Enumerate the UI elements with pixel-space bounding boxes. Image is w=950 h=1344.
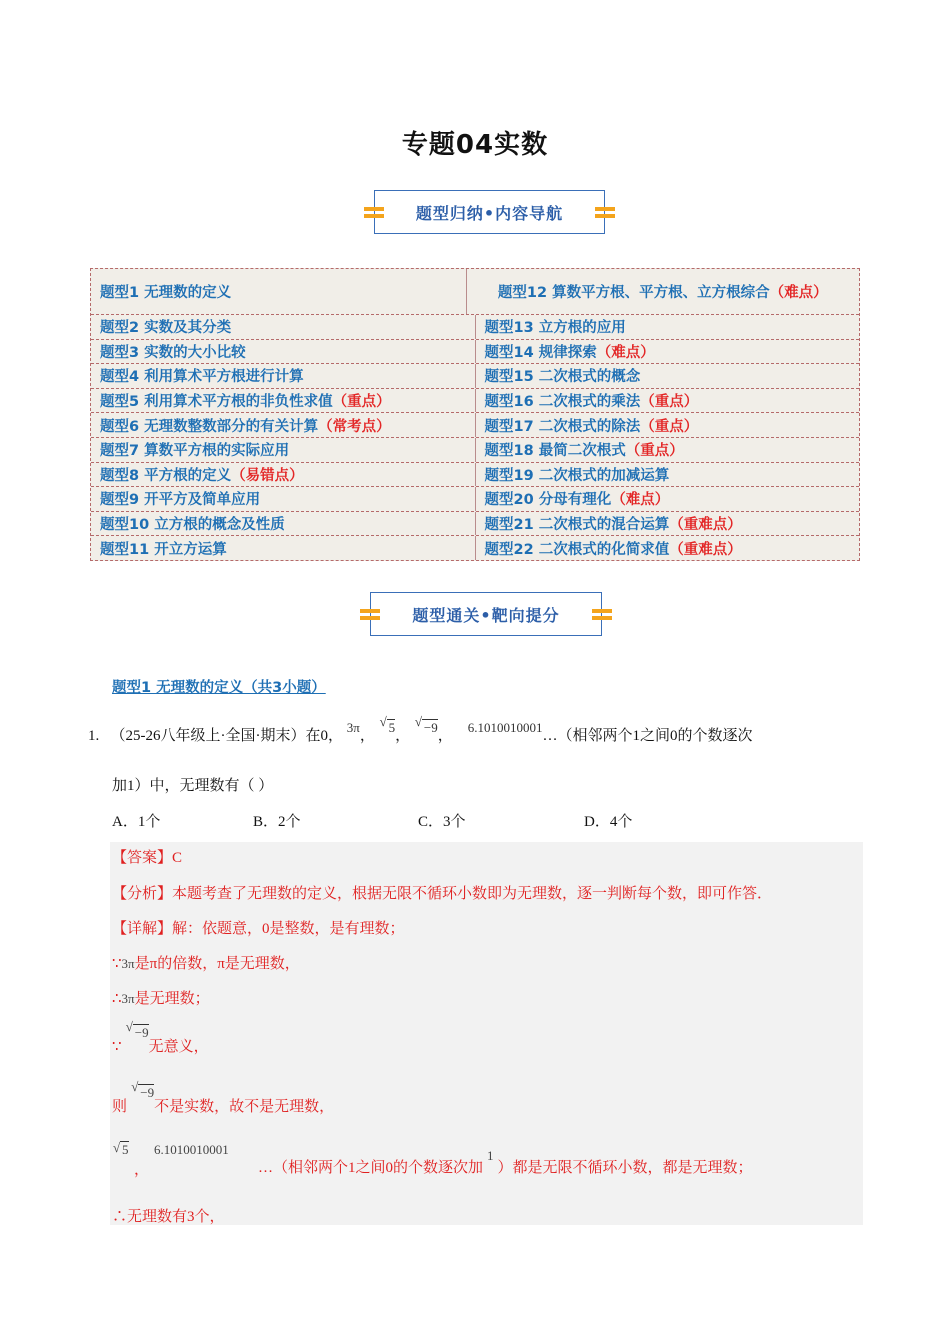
toc-item-tag: （重点）	[640, 394, 699, 411]
math-sqrt5: √ 5	[387, 719, 396, 735]
math-sqrt-neg9: √ −9	[422, 719, 438, 735]
decor-icon	[364, 205, 384, 219]
pass-banner	[370, 592, 602, 636]
toc-item[interactable]	[91, 269, 466, 314]
toc-item-label: 题型11 开立方运算	[100, 541, 227, 558]
decor-icon	[595, 205, 615, 219]
toc-item-tag: （重难点）	[669, 517, 742, 534]
math-sqrt5: √ 5	[120, 1142, 129, 1159]
toc-item[interactable]	[475, 438, 860, 462]
toc-item[interactable]	[475, 536, 860, 560]
toc-item-label: 题型6 无理数整数部分的有关计算	[100, 418, 319, 435]
toc-item[interactable]	[466, 269, 860, 314]
toc-item-label: 题型7 算数平方根的实际应用	[100, 443, 290, 460]
toc-row	[91, 339, 859, 364]
toc-item-label: 题型14 规律探索	[484, 344, 597, 361]
toc-item[interactable]	[475, 413, 860, 437]
toc-item-label: 题型5 利用算术平方根的非负性求值	[100, 394, 333, 411]
toc-item-label: 题型10 立方根的概念及性质	[100, 517, 285, 534]
analysis-line: 【分析】本题考查了无理数的定义，根据无限不循环小数即为无理数，逐一判断每个数，即可作答．	[112, 886, 773, 902]
option-b[interactable]: B．2个	[253, 814, 301, 830]
toc-table	[90, 268, 860, 561]
toc-item[interactable]	[475, 389, 860, 413]
toc-item[interactable]	[475, 364, 860, 388]
toc-item-label: 题型22 二次根式的化简求值	[484, 541, 670, 558]
option-d[interactable]: D．4个	[584, 814, 633, 830]
detail-step-1: ∵3π是π的倍数，π是无理数，	[112, 956, 300, 972]
toc-item[interactable]	[475, 487, 860, 511]
toc-item-label: 题型17 二次根式的除法	[484, 418, 641, 435]
toc-item[interactable]	[91, 364, 475, 388]
detail-step-4: 则 √ −9不是实数，故不是无理数，	[112, 1095, 334, 1116]
detail-step-3: ∵ √ −9无意义，	[112, 1035, 209, 1056]
toc-item-tag: （难点）	[769, 285, 828, 301]
toc-item-tag: （难点）	[596, 344, 655, 361]
toc-item[interactable]	[91, 438, 475, 462]
toc-item-label: 题型16 二次根式的乘法	[484, 394, 641, 411]
math-decimal: 6.1010010001	[467, 720, 543, 735]
question-line1: 1. （25-26八年级上·全国·期末）在0， 3π， √ 5， √ −9， 6.1010010001…（相邻两个1之间0的个数逐次	[88, 724, 752, 745]
toc-item[interactable]	[91, 512, 475, 536]
toc-item-tag: （重点）	[625, 443, 684, 460]
toc-item-tag: （重点）	[332, 394, 391, 411]
toc-item-label: 题型2 实数及其分类	[100, 320, 232, 337]
toc-item-tag: （易错点）	[231, 467, 304, 484]
nav-banner	[374, 190, 605, 234]
comma: ，	[134, 1162, 150, 1178]
toc-row	[91, 363, 859, 388]
toc-item-label: 题型19 二次根式的加减运算	[484, 467, 670, 484]
toc-row	[91, 314, 859, 339]
pass-banner-label: 题型通关•靶向提分	[412, 605, 560, 625]
toc-row	[91, 535, 859, 560]
nav-banner-label: 题型归纳•内容导航	[415, 203, 564, 223]
toc-row	[91, 412, 859, 437]
toc-item[interactable]	[91, 389, 475, 413]
toc-item-label: 题型8 平方根的定义	[100, 467, 232, 484]
toc-item[interactable]	[475, 340, 860, 364]
detail-step-2: ∴3π是无理数；	[112, 991, 210, 1007]
toc-row	[91, 388, 859, 413]
option-a[interactable]: A．1个	[112, 814, 161, 830]
toc-row	[91, 511, 859, 536]
toc-item-label: 题型20 分母有理化	[484, 492, 612, 509]
toc-item[interactable]	[475, 315, 860, 339]
answer-line: 【答案】C	[112, 850, 183, 866]
toc-item-tag: （常考点）	[318, 418, 391, 435]
toc-row	[91, 437, 859, 462]
toc-item[interactable]	[91, 463, 475, 487]
question-number: 1.	[88, 728, 100, 744]
detail-step-5: …（相邻两个1之间0的个数逐次加1）都是无限不循环小数，都是无理数；	[258, 1148, 753, 1176]
toc-item-label: 题型15 二次根式的概念	[484, 369, 641, 386]
toc-item-label: 题型9 开平方及简单应用	[100, 492, 261, 509]
toc-item-label: 题型4 利用算术平方根进行计算	[100, 369, 304, 386]
toc-row	[91, 486, 859, 511]
math-decimal: 6.1010010001	[154, 1142, 229, 1157]
toc-item[interactable]	[91, 340, 475, 364]
toc-item-tag: （重点）	[640, 418, 699, 435]
toc-row	[91, 462, 859, 487]
option-c[interactable]: C．3个	[418, 814, 466, 830]
toc-item-tag: （重难点）	[669, 541, 742, 558]
toc-row	[91, 269, 859, 314]
question-tail: …（相邻两个1之间0的个数逐次	[542, 728, 753, 744]
page-title: 专题04实数	[401, 130, 549, 160]
toc-item-tag: （难点）	[611, 492, 670, 509]
toc-item-label: 题型18 最简二次根式	[484, 443, 626, 460]
decor-icon	[360, 607, 380, 621]
toc-item-label: 题型3 实数的大小比较	[100, 344, 246, 361]
toc-item[interactable]	[91, 413, 475, 437]
section-link[interactable]: 题型1 无理数的定义（共3小题）	[112, 680, 326, 696]
decor-icon	[592, 607, 612, 621]
toc-item-label: 题型1 无理数的定义	[100, 285, 232, 301]
math-3pi: 3π	[346, 720, 360, 735]
detail-step-6: ∴无理数有3个，	[112, 1209, 225, 1225]
question-line2: 加1）中，无理数有（ ）	[112, 778, 274, 794]
question-source: （25-26八年级上·全国·期末）在0，	[110, 728, 343, 744]
toc-item[interactable]	[91, 315, 475, 339]
toc-item-label: 题型13 立方根的应用	[484, 320, 626, 337]
toc-item[interactable]	[475, 512, 860, 536]
toc-item[interactable]	[475, 463, 860, 487]
toc-item-label: 题型21 二次根式的混合运算	[484, 517, 670, 534]
detail-line: 【详解】解：依题意，0是整数，是有理数；	[112, 921, 405, 937]
toc-item[interactable]	[91, 536, 475, 560]
answer-box	[110, 842, 863, 1225]
toc-item[interactable]	[91, 487, 475, 511]
toc-item-label: 题型12 算数平方根、平方根、立方根综合	[497, 285, 770, 301]
